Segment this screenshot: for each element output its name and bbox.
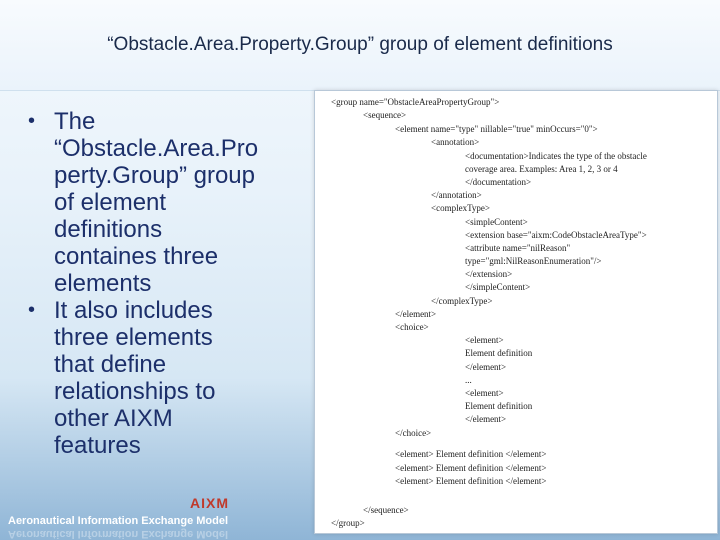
bullet-line: containes three (54, 243, 219, 270)
code-line: <element> (465, 335, 504, 345)
code-line: ... (465, 375, 472, 385)
code-line: <documentation>Indicates the type of the obstacle (465, 151, 647, 161)
code-line: <sequence> (363, 110, 407, 120)
bullet-line: The (54, 108, 96, 135)
code-line: <complexType> (431, 203, 491, 213)
bullet-line: of element (54, 189, 167, 216)
code-line: Element definition (465, 401, 533, 411)
code-line: <choice> (395, 322, 429, 332)
bullet-line: definitions (54, 216, 163, 243)
code-line: <attribute name="nilReason" (465, 243, 571, 253)
footer-text-reflection: Aeronautical Information Exchange Model (8, 528, 229, 540)
bullet-line: three elements (54, 324, 213, 351)
code-line: <simpleContent> (465, 217, 528, 227)
code-line: </documentation> (465, 177, 532, 187)
bullet-text-1 (54, 108, 258, 297)
code-line: <element> Element definition </element> (395, 463, 547, 473)
code-line: type="gml:NilReasonEnumeration"/> (465, 256, 602, 266)
code-line: <element name="type" nillable="true" minOccurs="0"> (395, 124, 598, 134)
code-line: </simpleContent> (465, 282, 531, 292)
code-line: </element> (465, 362, 507, 372)
code-line: <annotation> (431, 137, 480, 147)
bullet-line: It also includes (54, 297, 213, 324)
code-line: </choice> (395, 428, 432, 438)
slide-title: “Obstacle.Area.Property.Group” group of element definitions (107, 34, 613, 55)
code-line: </group> (331, 518, 365, 528)
code-line: <group name="ObstacleAreaPropertyGroup"> (331, 97, 500, 107)
code-line: </sequence> (363, 505, 409, 515)
code-line: </element> (465, 414, 507, 424)
bullet-item-1 (24, 108, 304, 297)
code-line: Element definition (465, 348, 533, 358)
code-line: <element> Element definition </element> (395, 476, 547, 486)
bullet-line: features (54, 432, 141, 459)
bullet-line: other AIXM (54, 405, 173, 432)
bullet-item-2 (24, 297, 304, 459)
xml-code-panel (314, 90, 718, 534)
code-line: <extension base="aixm:CodeObstacleAreaType"> (465, 230, 647, 240)
code-line: </complexType> (431, 296, 493, 306)
code-line: </extension> (465, 269, 513, 279)
bullet-line: perty.Group” group (54, 162, 255, 189)
code-line: </element> (395, 309, 437, 319)
bullet-text-2 (54, 297, 215, 459)
bullet-line: “Obstacle.Area.Pro (54, 135, 259, 162)
bullet-dot-icon: • (28, 110, 36, 132)
aixm-logo: AIXM (190, 495, 229, 511)
footer-text: Aeronautical Information Exchange Model (8, 515, 229, 527)
bullet-line: relationships to (54, 378, 216, 405)
code-line: <element> (465, 388, 504, 398)
bullet-list (24, 108, 304, 459)
code-line: <element> Element definition </element> (395, 449, 547, 459)
code-line: </annotation> (431, 190, 482, 200)
bullet-line: that define (54, 351, 167, 378)
bullet-line: elements (54, 270, 152, 297)
bullet-dot-icon: • (28, 299, 36, 321)
code-line: coverage area. Examples: Area 1, 2, 3 or 4 (465, 164, 618, 174)
